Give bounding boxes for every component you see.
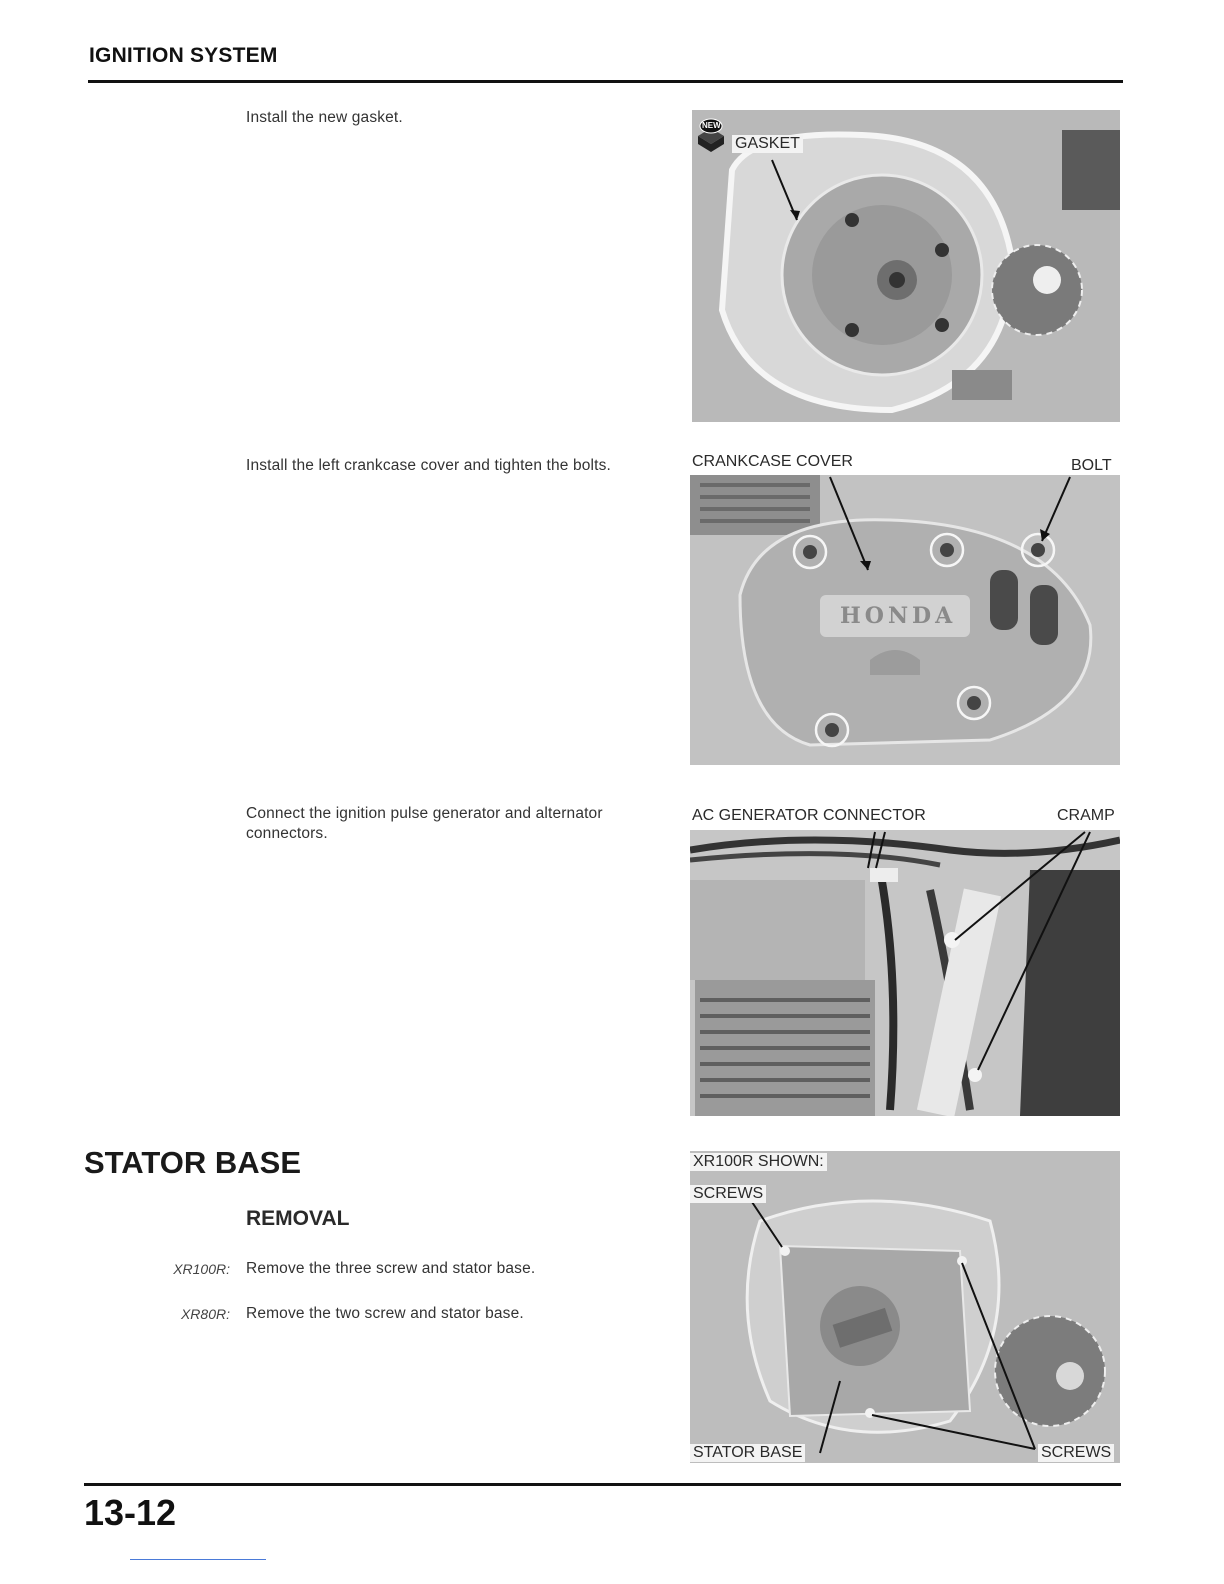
section-subtitle: REMOVAL [246,1207,350,1230]
step-text-crankcase: Install the left crankcase cover and tighten the bolts. [246,457,611,474]
step-text-remove-xr80r: Remove the two screw and stator base. [246,1305,524,1322]
label-ac-generator-connector: AC GENERATOR CONNECTOR [692,807,926,824]
step-text-connectors: Connect the ignition pulse generator and alternator connectors. [246,805,603,842]
honda-emblem: HONDA [840,603,957,629]
label-screws-bottom: SCREWS [1038,1444,1114,1462]
section-title: STATOR BASE [84,1145,302,1180]
footer-link-line [130,1559,266,1560]
photo-ac-generator-connector [690,830,1120,1116]
label-gasket: GASKET [732,135,803,153]
footer-rule [84,1483,1121,1486]
label-screws-top: SCREWS [690,1185,766,1203]
photo-gasket [692,110,1120,422]
new-badge-text: NEW [702,121,721,130]
label-crankcase-cover: CRANKCASE COVER [692,453,853,470]
photo-stator-base [690,1151,1120,1463]
photo-crankcase-cover [690,475,1120,765]
label-bolt: BOLT [1071,457,1112,474]
step-text-remove-xr100r: Remove the three screw and stator base. [246,1260,536,1277]
header-rule [88,80,1123,83]
label-stator-base: STATOR BASE [690,1444,805,1462]
label-cramp: CRAMP [1057,807,1115,824]
page-number: 13-12 [84,1492,177,1533]
model-label-xr100r: XR100R: [173,1261,230,1277]
page-header-title: IGNITION SYSTEM [89,44,278,67]
model-label-xr80r: XR80R: [180,1306,230,1322]
step-text-gasket: Install the new gasket. [246,109,403,126]
new-part-icon [692,116,730,154]
label-xr100r-shown: XR100R SHOWN: [690,1153,827,1171]
